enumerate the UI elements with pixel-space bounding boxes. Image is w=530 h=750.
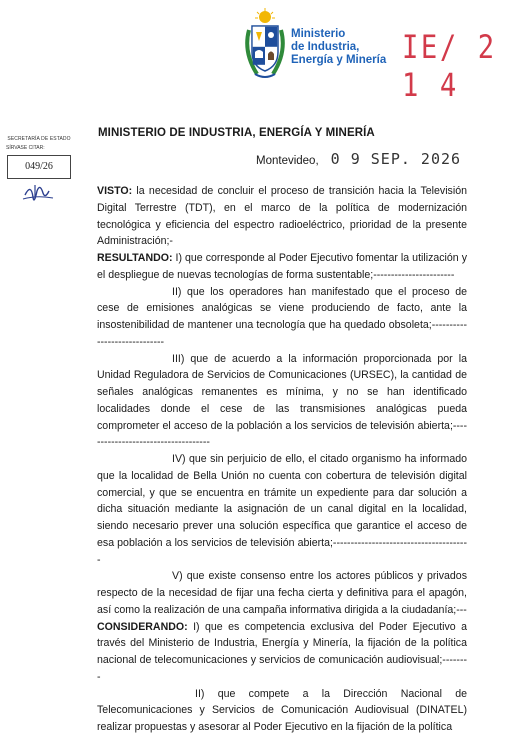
initials-signature [19,181,59,205]
date-stamp: 0 9 SEP. 2026 [330,150,462,168]
considerando-2: II) que compete a la Dirección Nacional de Telecomunicaciones y Servicios de Comunicación Audiovisual (DINATEL) realizar propuestas y asesorar al Poder Ejecutivo en la fijación de la política [97,687,467,733]
cite-label: SÍRVASE CITAR: [6,145,45,151]
ministry-line-1: Ministerio [291,28,346,40]
document-title: MINISTERIO DE INDUSTRIA, ENERGÍA Y MINERÍA [98,127,375,139]
resultando-4: IV) que sin perjuicio de ello, el citado organismo ha informado que la localidad de Bella Unión no cuenta con cobertura de televisión digital comercial, y que se encuentra en trámite un expediente para dar solución a dicha situación mediante la asignación de un canal digital en la localidad, siendo necesario prever una solución específica que garantice el acceso de esa población a los servicios de televisión abierta;--------------------------------------- [97,453,467,566]
visto-paragraph [97,183,467,250]
visto-text: la necesidad de concluir el proceso de transición hacia la Televisión Digital Terrestre (TDT), en el marco de la política de modernización tecnológica y eficiencia del espectro radioeléctrico, prioridad de la presente Administración;- [97,185,467,248]
ministry-line-3: Energía y Minería [291,54,387,66]
document-body [97,183,467,736]
resultando-3: III) que de acuerdo a la información proporcionada por la Unidad Reguladora de Servicios de Comunicaciones (URSEC), la cantidad de señales analógicas remanentes es mínima, y no se han identificado localidades donde el cese de las transmisiones analógicas pueda comprometer el acceso de la población a los servicios de televisión abierta;------------------------------------ [97,352,467,449]
reference-number: 049/26 [7,155,71,179]
resultando-1-text: I) que corresponde al Poder Ejecutivo fomentar la utilización y el despliegue de nuevas tecnologías de forma sustentable;----------------------- [97,252,467,281]
considerando-1 [97,619,467,686]
resultando-2: II) que los operadores han manifestado que el proceso de cese de emisiones analógicas se viene produciendo de facto, ante la insostenibilidad de mantener una tecnología que ha quedado obsoleta;----------------------------- [97,285,467,348]
resultando-5: V) que existe consenso entre los actores públicos y privados respecto de la necesidad de fijar una fecha cierta y definitiva para el apagón, así como la realización de una campaña informativa dirigida a la ciudadanía;--- [97,570,467,616]
considerando-1-text: I) que es competencia exclusiva del Poder Ejecutivo a través del Ministerio de Industria, Energía y Minería, la fijación de la política nacional de telecomunicaciones y servicios de comunicación audiovisual;-------- [97,620,467,683]
dateline [256,150,461,168]
resultando-1 [97,250,467,284]
city: Montevideo, [256,155,319,167]
ministry-name [291,28,387,67]
considerando-label: CONSIDERANDO: [97,620,188,633]
registry-stamp: IE/ 2 1 4 [402,28,497,104]
secretariat-label: SECRETARÍA DE ESTADO [7,136,71,142]
national-coat-of-arms-icon [243,8,287,84]
ministry-line-2: de Industria, [291,41,360,53]
visto-label: VISTO: [97,185,133,197]
ministry-logo [243,8,387,88]
secretariat-stamp [4,136,74,205]
resultando-label: RESULTANDO: [97,252,173,264]
